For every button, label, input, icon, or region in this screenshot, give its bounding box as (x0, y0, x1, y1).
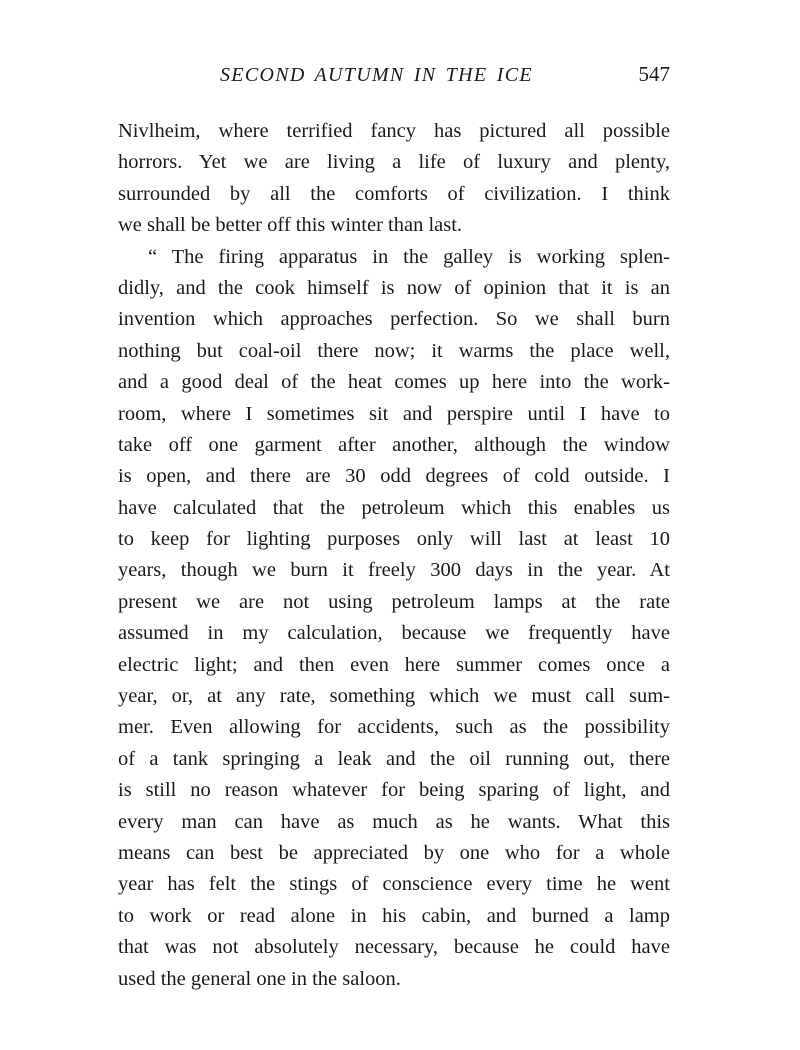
text-line: have calculated that the petroleum which this enables us (118, 496, 670, 519)
text-line: invention which approaches perfection. So we shall burn (118, 308, 670, 331)
text-line: present we are not using petroleum lamps at the rate (118, 590, 670, 613)
text-line: room, where I sometimes sit and perspire until I have to (118, 402, 670, 425)
text-line: surrounded by all the comforts of civilization. I think (118, 182, 670, 205)
text-line: take off one garment after another, although the window (118, 433, 670, 456)
text-line: means can best be appreciated by one who for a whole (118, 841, 670, 864)
text-line: didly, and the cook himself is now of opinion that it is an (118, 276, 670, 299)
paragraph-end-line: we shall be better off this winter than last. (118, 214, 463, 237)
text-line: and a good deal of the heat comes up here into the work- (118, 371, 670, 394)
paragraph-end-line: used the general one in the saloon. (118, 967, 401, 990)
paragraph-start-line: “ The firing apparatus in the galley is working splen- (148, 245, 670, 268)
text-line: is still no reason whatever for being sparing of light, and (118, 779, 670, 802)
text-line: electric light; and then even here summer comes once a (118, 653, 670, 676)
text-line: that was not absolutely necessary, because he could have (118, 936, 670, 959)
running-head (118, 62, 670, 92)
text-line: mer. Even allowing for accidents, such as the possibility (118, 716, 670, 739)
running-title: SECOND AUTUMN IN THE ICE (220, 64, 533, 86)
text-line: every man can have as much as he wants. What this (118, 810, 670, 833)
text-line: is open, and there are 30 odd degrees of cold outside. I (118, 465, 670, 488)
body-text (118, 116, 670, 995)
text-line: Nivlheim, where terrified fancy has pictured all possible (118, 120, 670, 142)
page-number: 547 (638, 62, 670, 86)
text-line: assumed in my calculation, because we frequently have (118, 622, 670, 645)
text-line: year, or, at any rate, something which we must call sum- (118, 685, 670, 708)
text-line: years, though we burn it freely 300 days in the year. At (118, 559, 670, 582)
text-line: to keep for lighting purposes only will last at least 10 (118, 528, 670, 551)
text-line: horrors. Yet we are living a life of luxury and plenty, (118, 151, 670, 174)
text-line: year has felt the stings of conscience every time he went (118, 873, 670, 896)
text-line: nothing but coal-oil there now; it warms the place well, (118, 339, 670, 362)
text-line: of a tank springing a leak and the oil running out, there (118, 747, 670, 770)
text-line: to work or read alone in his cabin, and burned a lamp (118, 904, 670, 927)
